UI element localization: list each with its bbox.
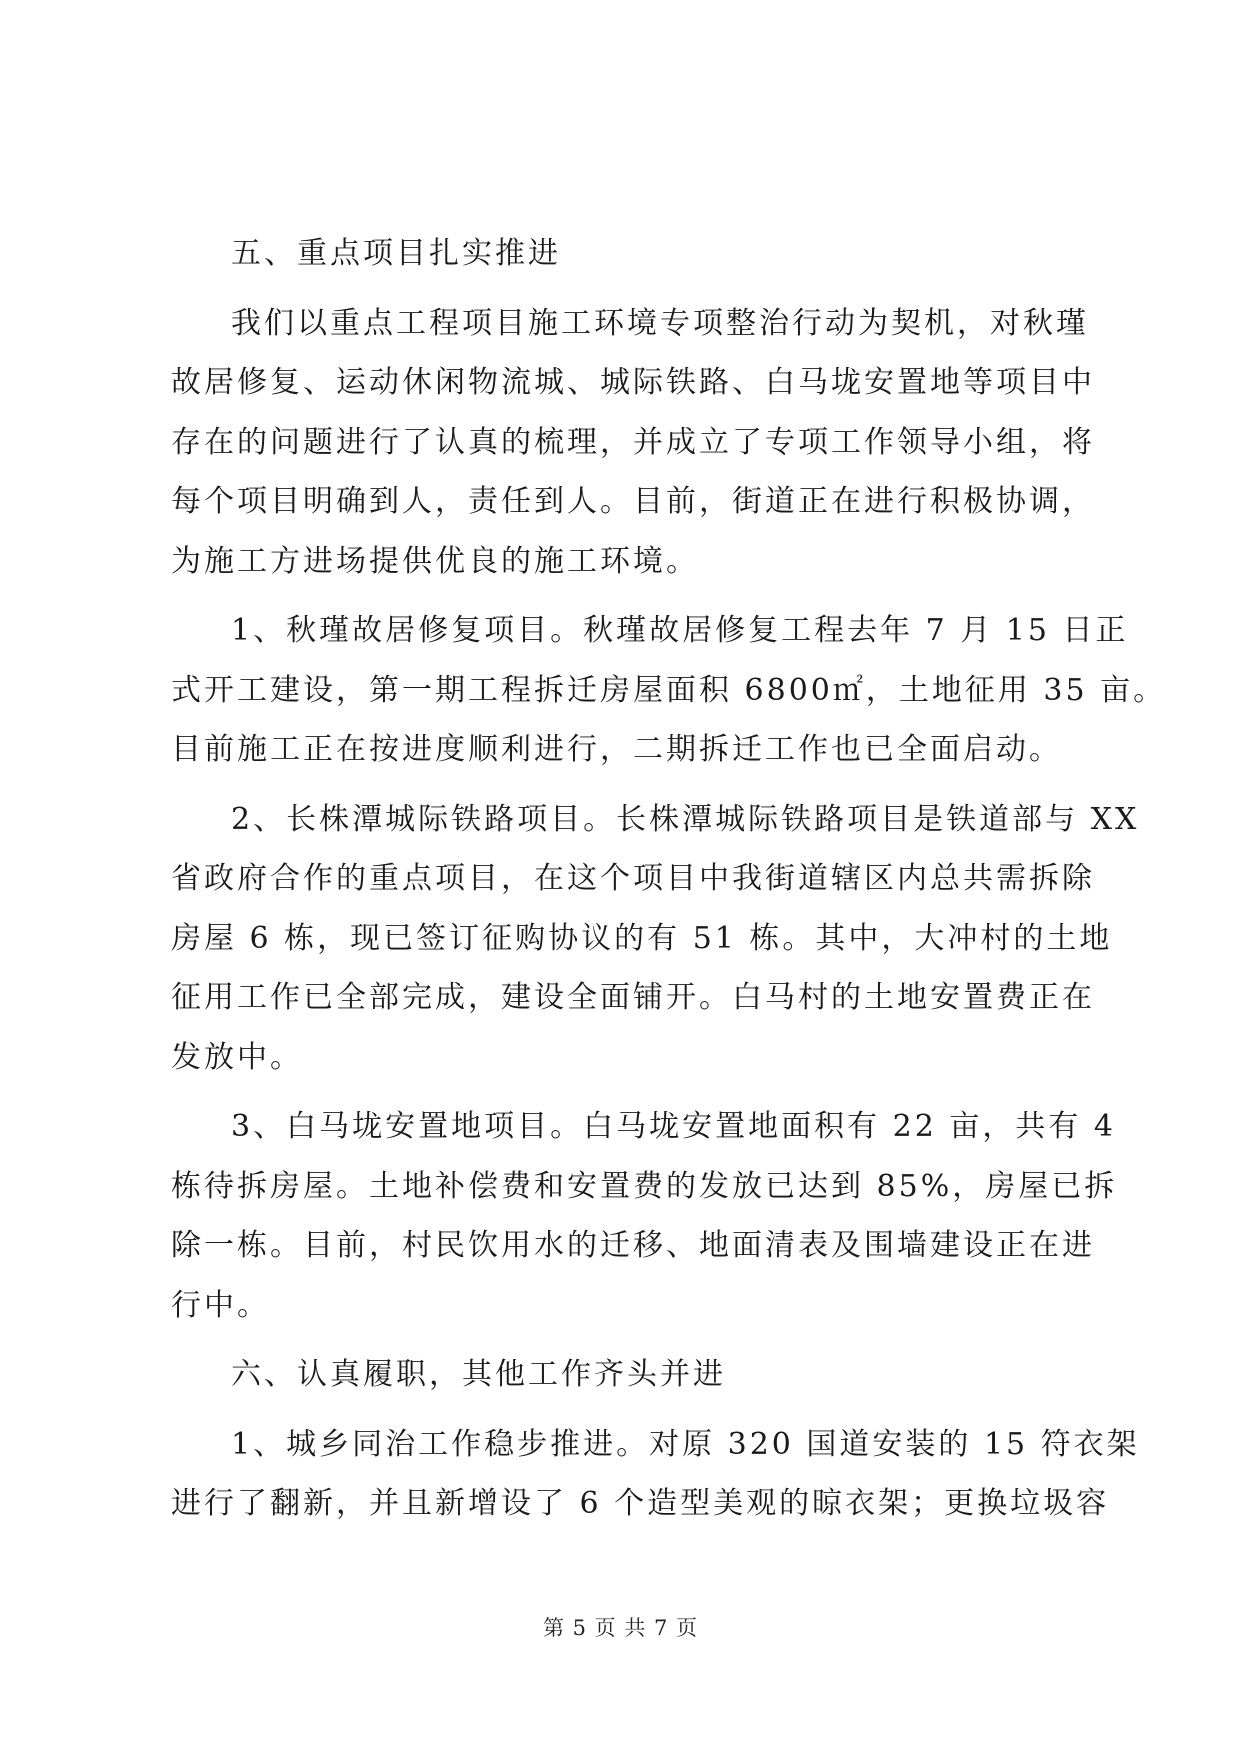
text-line: 除一栋。目前，村民饮用水的迁移、地面清表及围墙建设正在进	[171, 1228, 1095, 1263]
text-line: 征用工作已全部完成，建设全面铺开。白马村的土地安置费正在	[171, 980, 1095, 1015]
paragraph-item-1	[171, 601, 1167, 780]
paragraph-item-6-1	[171, 1415, 1140, 1534]
text-line: 房屋 6 栋，现已签订征购协议的有 51 栋。其中，大冲村的土地	[171, 920, 1113, 956]
text-line: 六、认真履职，其他工作齐头并进	[231, 1357, 726, 1392]
paragraph-item-2	[171, 790, 1140, 1088]
paragraph-item-3	[171, 1097, 1118, 1335]
text-line: 每个项目明确到人，责任到人。目前，街道正在进行积极协调，	[171, 484, 1095, 519]
section-heading-6	[231, 1345, 1081, 1405]
text-line: 目前施工正在按进度顺利进行，二期拆迁工作也已全面启动。	[171, 732, 1062, 767]
text-line: 1、秋瑾故居修复项目。秋瑾故居修复工程去年 7 月 15 日正	[231, 613, 1129, 648]
text-line: 存在的问题进行了认真的梳理，并成立了专项工作领导小组，将	[171, 424, 1095, 460]
page-footer: 第 5 页 共 7 页	[542, 1616, 699, 1640]
text-line: 进行了翻新，并且新增设了 6 个造型美观的晾衣架；更换垃圾容	[171, 1486, 1110, 1521]
text-line: 栋待拆房屋。土地补偿费和安置费的发放已达到 85%，房屋已拆	[171, 1168, 1118, 1204]
text-line: 我们以重点工程项目施工环境专项整治行动为契机，对秋瑾	[231, 305, 1089, 341]
text-line: 1、城乡同治工作稳步推进。对原 320 国道安装的 15 符衣架	[231, 1426, 1140, 1462]
text-line: 2、长株潭城际铁路项目。长株潭城际铁路项目是铁道部与 XX	[231, 801, 1140, 837]
text-line: 行中。	[171, 1287, 270, 1323]
text-line: 式开工建设，第一期工程拆迁房屋面积 6800㎡，土地征用 35 亩。	[171, 672, 1167, 708]
paragraph-intro	[171, 294, 1095, 592]
text-line: 3、白马垅安置地项目。白马垅安置地面积有 22 亩，共有 4	[231, 1109, 1116, 1144]
text-line: 为施工方进场提供优良的施工环境。	[171, 543, 699, 579]
text-line: 省政府合作的重点项目，在这个项目中我街道辖区内总共需拆除	[171, 861, 1095, 896]
text-line: 五、重点项目扎实推进	[231, 236, 561, 271]
section-heading-5	[231, 224, 1081, 284]
document-body	[171, 224, 1167, 1544]
text-line: 发放中。	[171, 1039, 303, 1075]
text-line: 故居修复、运动休闲物流城、城际铁路、白马垅安置地等项目中	[171, 365, 1095, 400]
